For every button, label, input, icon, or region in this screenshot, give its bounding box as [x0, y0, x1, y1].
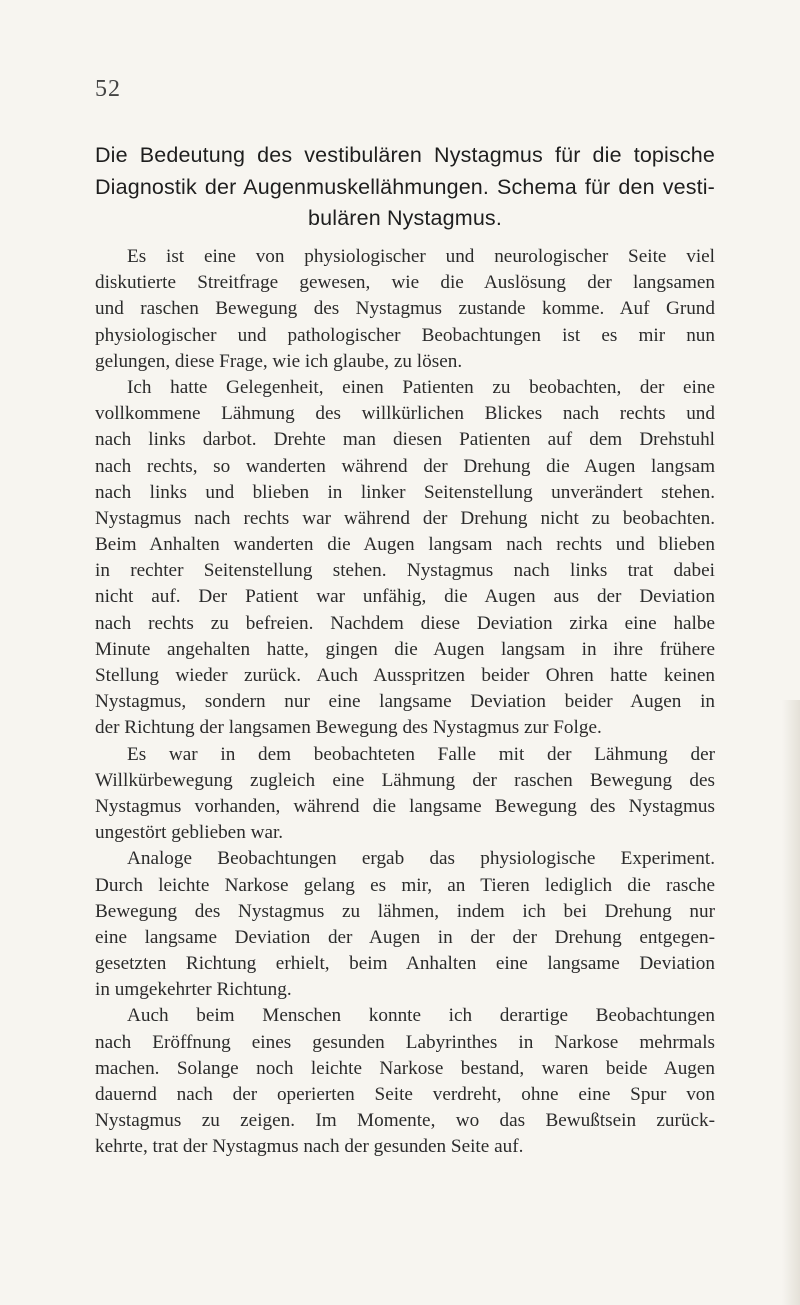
text-line: Auch beim Menschen konnte ich derartige Beobachtungen: [127, 1005, 715, 1027]
text-line: gelungen, diese Frage, wie ich glaube, zu lösen.: [95, 350, 463, 372]
text-line: Nystagmus nach rechts war während der Drehung nicht zu beobachten.: [95, 507, 715, 529]
page-number: 52: [95, 76, 121, 102]
text-line: der Richtung der langsamen Bewegung des Nystagmus zur Folge.: [95, 717, 602, 739]
section-heading: [95, 140, 715, 235]
text-line: Es war in dem beobachteten Falle mit der Lähmung der: [127, 743, 715, 765]
body-text: [95, 244, 715, 1161]
text-line: gesetzten Richtung erhielt, beim Anhalten eine langsame Deviation: [95, 953, 715, 975]
text-line: eine langsame Deviation der Augen in der der Drehung entgegen-: [95, 926, 715, 948]
paragraph: [95, 1003, 715, 1160]
text-line: in umgekehrter Richtung.: [95, 979, 292, 1001]
text-line: Bewegung des Nystagmus zu lähmen, indem ich bei Drehung nur: [95, 900, 715, 922]
text-line: in rechter Seitenstellung stehen. Nystagmus nach links trat dabei: [95, 560, 715, 582]
paragraph: [95, 375, 715, 742]
text-line: Ich hatte Gelegenheit, einen Patienten zu beobachten, der eine: [127, 376, 715, 398]
text-line: Es ist eine von physiologischer und neurologischer Seite viel: [127, 246, 715, 267]
text-line: vollkommene Lähmung des willkürlichen Blickes nach rechts und: [95, 403, 715, 425]
text-line: Willkürbewegung zugleich eine Lähmung der raschen Bewegung des: [95, 769, 715, 791]
text-line: nach rechts, so wanderten während der Drehung die Augen langsam: [95, 455, 715, 477]
text-line: kehrte, trat der Nystagmus nach der gesunden Seite auf.: [95, 1136, 524, 1158]
text-line: nach links und blieben in linker Seitenstellung unverändert stehen.: [95, 481, 715, 503]
text-line: Minute angehalten hatte, gingen die Augen langsam in ihre frühere: [95, 638, 715, 660]
text-line: physiologischer und pathologischer Beobachtungen ist es mir nun: [95, 324, 715, 346]
text-line: Beim Anhalten wanderten die Augen langsam nach rechts und blieben: [95, 534, 715, 556]
text-line: nach rechts zu befreien. Nachdem diese Deviation zirka eine halbe: [95, 612, 715, 634]
text-line: Nystagmus zu zeigen. Im Momente, wo das Bewußtsein zurück-: [95, 1110, 715, 1132]
text-line: machen. Solange noch leichte Narkose bestand, waren beide Augen: [95, 1057, 715, 1079]
text-line: Nystagmus vorhanden, während die langsame Bewegung des Nystagmus: [95, 795, 715, 817]
heading-line: bulären Nystagmus.: [308, 206, 502, 230]
text-line: Stellung wieder zurück. Auch Ausspritzen beider Ohren hatte keinen: [95, 665, 715, 686]
page-edge-shadow: [782, 700, 800, 1305]
text-line: dauernd nach der operierten Seite verdreht, ohne eine Spur von: [95, 1084, 715, 1105]
text-line: ungestört geblieben war.: [95, 822, 284, 844]
text-line: nach Eröffnung eines gesunden Labyrinthes in Narkose mehrmals: [95, 1031, 715, 1053]
text-line: Durch leichte Narkose gelang es mir, an Tieren lediglich die rasche: [95, 874, 715, 896]
text-line: Nystagmus, sondern nur eine langsame Deviation beider Augen in: [95, 691, 715, 713]
text-line: diskutierte Streitfrage gewesen, wie die Auslösung der langsamen: [95, 272, 715, 294]
paragraph: [95, 846, 715, 1003]
heading-line: Die Bedeutung des vestibulären Nystagmus für die topische: [95, 143, 715, 167]
text-line: und raschen Bewegung des Nystagmus zustande komme. Auf Grund: [95, 298, 715, 320]
text-line: Analoge Beobachtungen ergab das physiologische Experiment.: [127, 848, 715, 870]
text-line: nach links darbot. Drehte man diesen Patienten auf dem Drehstuhl: [95, 429, 715, 451]
text-line: nicht auf. Der Patient war unfähig, die Augen aus der Deviation: [95, 586, 715, 608]
heading-line: Diagnostik der Augenmuskellähmungen. Schema für den vesti-: [95, 174, 715, 199]
paragraph: [95, 742, 715, 847]
paragraph: [95, 244, 715, 375]
